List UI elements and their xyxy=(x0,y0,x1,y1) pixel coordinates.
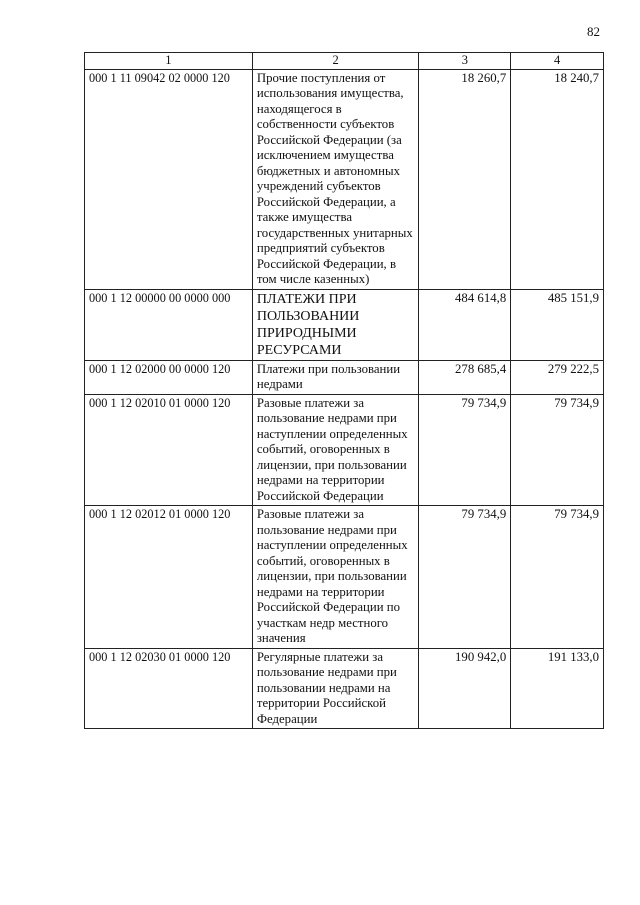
description-cell: Прочие поступления от использования имущества, находящегося в собственности субъектов Российской Федерации (за исключением имущества бюджетных и автономных учреждений субъектов Российской Федерации, а также имущества государственных унитарных предприятий субъектов Российской Федерации, в том числе казенных) xyxy=(252,69,419,289)
description-cell: ПЛАТЕЖИ ПРИ ПОЛЬЗОВАНИИ ПРИРОДНЫМИ РЕСУРСАМИ xyxy=(252,289,419,360)
table-row xyxy=(85,69,604,289)
value-col4-cell: 191 133,0 xyxy=(511,648,604,729)
value-col3-cell: 79 734,9 xyxy=(419,506,511,649)
budget-revenue-table xyxy=(84,52,604,729)
page-number: 82 xyxy=(587,24,600,39)
budget-code-cell: 000 1 12 02030 01 0000 120 xyxy=(85,648,253,729)
column-header: 1 xyxy=(85,53,253,70)
description-cell: Разовые платежи за пользование недрами при наступлении определенных событий, оговоренных в лицензии, при пользовании недрами на территории Российской Федерации по участкам недр местного значения xyxy=(252,506,419,649)
description-cell: Регулярные платежи за пользование недрами при пользовании недрами на территории Российской Федерации xyxy=(252,648,419,729)
value-col3-cell: 278 685,4 xyxy=(419,360,511,394)
value-col4-cell: 485 151,9 xyxy=(511,289,604,360)
description-cell: Разовые платежи за пользование недрами при наступлении определенных событий, оговоренных в лицензии, при пользовании недрами на территории Российской Федерации xyxy=(252,394,419,506)
budget-code-cell: 000 1 12 02012 01 0000 120 xyxy=(85,506,253,649)
description-cell: Платежи при пользовании недрами xyxy=(252,360,419,394)
column-header: 3 xyxy=(419,53,511,70)
budget-code-cell: 000 1 12 02000 00 0000 120 xyxy=(85,360,253,394)
value-col4-cell: 279 222,5 xyxy=(511,360,604,394)
budget-code-cell: 000 1 11 09042 02 0000 120 xyxy=(85,69,253,289)
budget-code-cell: 000 1 12 00000 00 0000 000 xyxy=(85,289,253,360)
value-col3-cell: 18 260,7 xyxy=(419,69,511,289)
value-col4-cell: 18 240,7 xyxy=(511,69,604,289)
table-row xyxy=(85,289,604,360)
value-col4-cell: 79 734,9 xyxy=(511,394,604,506)
budget-code-cell: 000 1 12 02010 01 0000 120 xyxy=(85,394,253,506)
value-col3-cell: 190 942,0 xyxy=(419,648,511,729)
column-header: 2 xyxy=(252,53,419,70)
value-col4-cell: 79 734,9 xyxy=(511,506,604,649)
table-row xyxy=(85,648,604,729)
value-col3-cell: 79 734,9 xyxy=(419,394,511,506)
value-col3-cell: 484 614,8 xyxy=(419,289,511,360)
column-header: 4 xyxy=(511,53,604,70)
table-header-row xyxy=(85,53,604,70)
table-row xyxy=(85,360,604,394)
table-row xyxy=(85,506,604,649)
table-row xyxy=(85,394,604,506)
